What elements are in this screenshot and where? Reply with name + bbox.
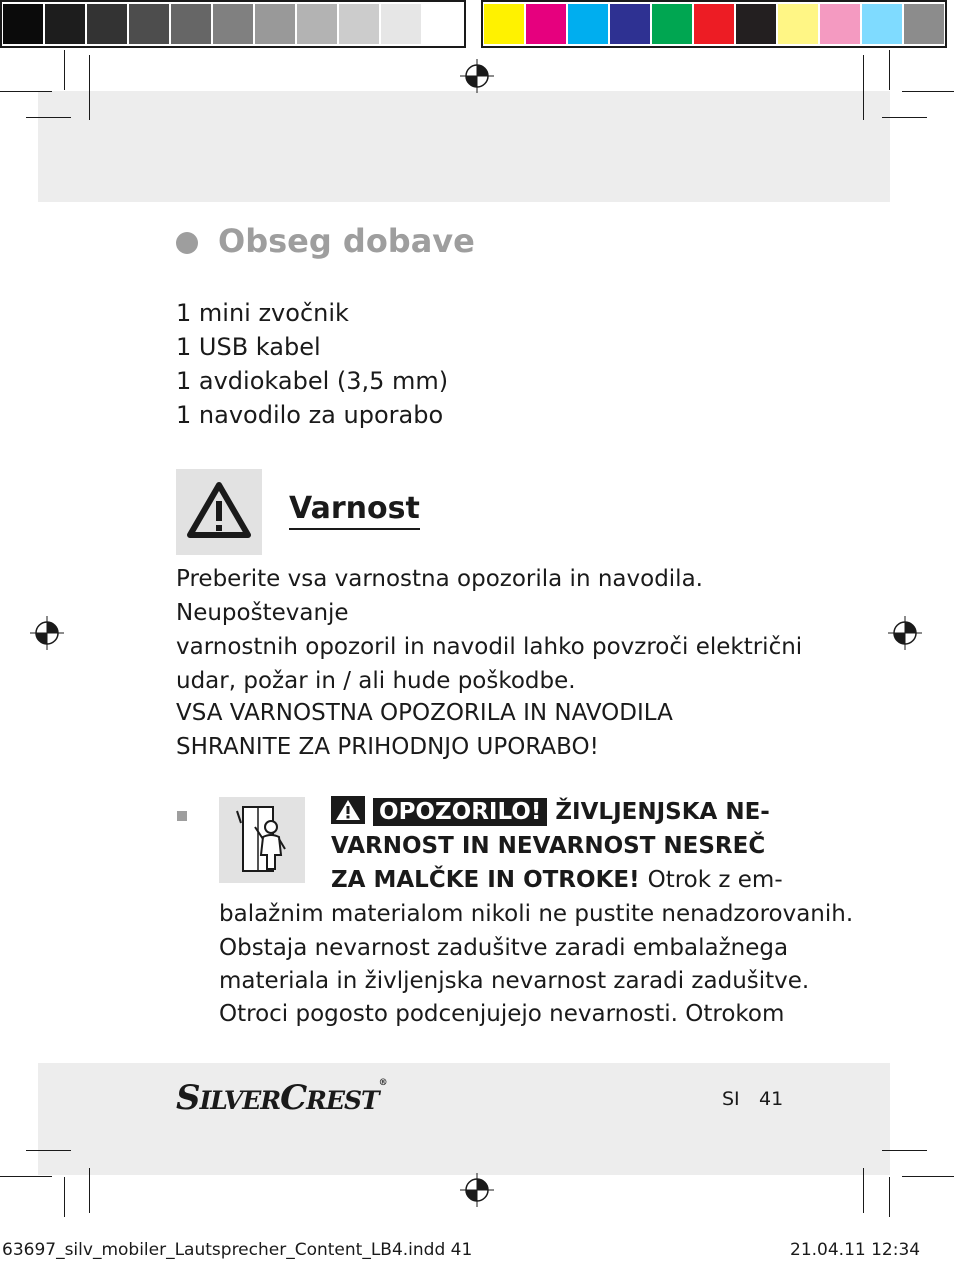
warning-triangle-icon xyxy=(176,469,262,555)
color-swatch xyxy=(297,4,337,44)
slug-date-time: 21.04.11 12:34 xyxy=(790,1240,921,1260)
crop-mark xyxy=(0,91,52,92)
color-swatch xyxy=(213,4,253,44)
warning-label: OPOZORILO! xyxy=(373,798,547,826)
color-swatch xyxy=(568,4,608,44)
registration-mark-icon xyxy=(460,59,494,93)
logo-letters: ILVER xyxy=(199,1086,281,1115)
color-swatch xyxy=(171,4,211,44)
color-swatch xyxy=(484,4,524,44)
list-item: 1 USB kabel xyxy=(176,333,321,361)
logo-letters: REST xyxy=(306,1086,379,1115)
color-swatch xyxy=(694,4,734,44)
warning-heading-line xyxy=(331,795,770,829)
crop-mark xyxy=(26,1150,71,1151)
warning-symbol-box xyxy=(176,469,262,555)
child-hazard-symbol-box xyxy=(219,797,305,883)
safety-keep-notice xyxy=(176,696,673,764)
color-swatch xyxy=(45,4,85,44)
logo-letter: C xyxy=(280,1078,307,1118)
slug-file-name: 63697_silv_mobiler_Lautsprecher_Content_LB4.indd 41 xyxy=(2,1240,473,1260)
warning-body-line: balažnim materialom nikoli ne pustite nenadzorovanih. xyxy=(219,901,854,927)
text-line: SHRANITE ZA PRIHODNJO UPORABO! xyxy=(176,734,599,760)
safety-intro xyxy=(176,562,816,698)
brand-logo xyxy=(176,1078,387,1118)
text-line: varnostnih opozoril in navodil lahko povzroči električni xyxy=(176,634,803,660)
page-number: 41 xyxy=(759,1088,784,1110)
warning-heading-text: ŽIVLJENJSKA NE- xyxy=(555,799,770,825)
crop-mark xyxy=(0,1176,52,1177)
crop-mark xyxy=(902,1176,954,1177)
color-swatch xyxy=(820,4,860,44)
crop-mark xyxy=(863,1168,864,1213)
color-swatch xyxy=(736,4,776,44)
logo-letter: S xyxy=(176,1078,200,1118)
color-swatch xyxy=(526,4,566,44)
color-swatch xyxy=(381,4,421,44)
process-color-bar xyxy=(481,0,947,48)
crop-mark xyxy=(64,50,65,90)
color-swatch xyxy=(778,4,818,44)
text-line: VSA VARNOSTNA OPOZORILA IN NAVODILA xyxy=(176,700,673,726)
child-hazard-icon xyxy=(219,797,305,883)
supply-list xyxy=(176,296,448,432)
crop-mark xyxy=(889,1177,890,1217)
warning-body-line: Obstaja nevarnost zadušitve zaradi embalažnega xyxy=(219,935,789,961)
bullet-square-icon xyxy=(177,811,187,821)
language-code: SI xyxy=(722,1088,740,1110)
crop-mark xyxy=(889,50,890,90)
color-swatch xyxy=(652,4,692,44)
text-line: Preberite vsa varnostna opozorila in navodila. Neupoštevanje xyxy=(176,566,703,626)
warning-body-text: Otrok z em- xyxy=(647,867,783,893)
warning-triangle-icon xyxy=(331,796,365,824)
crop-mark xyxy=(89,1168,90,1213)
crop-mark xyxy=(902,91,954,92)
crop-mark xyxy=(882,1150,927,1151)
color-swatch xyxy=(87,4,127,44)
color-swatch xyxy=(3,4,43,44)
section-title-safety: Varnost xyxy=(289,490,420,530)
list-item: 1 navodilo za uporabo xyxy=(176,401,444,429)
list-item: 1 avdiokabel (3,5 mm) xyxy=(176,367,449,395)
crop-mark xyxy=(64,1177,65,1217)
crop-mark xyxy=(882,117,927,118)
crop-mark xyxy=(863,55,864,120)
warning-heading-text: VARNOST IN NEVARNOST NESREČ xyxy=(331,833,766,859)
color-swatch xyxy=(862,4,902,44)
registered-mark: ® xyxy=(378,1078,387,1088)
registration-mark-icon xyxy=(30,616,64,650)
warning-heading-line xyxy=(331,863,783,897)
color-swatch xyxy=(610,4,650,44)
section-title-supply: Obseg dobave xyxy=(218,222,475,260)
warning-heading-text: ZA MALČKE IN OTROKE! xyxy=(331,867,640,893)
registration-mark-icon xyxy=(888,616,922,650)
text-line: udar, požar in / ali hude poškodbe. xyxy=(176,668,576,694)
warning-body-line: Otroci pogosto podcenjujejo nevarnosti. Otrokom xyxy=(219,1001,785,1027)
section-bullet-icon xyxy=(176,232,198,254)
registration-mark-icon xyxy=(460,1173,494,1207)
color-swatch xyxy=(339,4,379,44)
color-swatch xyxy=(423,4,463,44)
list-item: 1 mini zvočnik xyxy=(176,299,349,327)
warning-heading-line xyxy=(331,829,765,863)
color-swatch xyxy=(255,4,295,44)
color-swatch xyxy=(129,4,169,44)
footer-band xyxy=(38,1063,890,1175)
grayscale-color-bar xyxy=(0,0,466,48)
header-band xyxy=(38,91,890,202)
crop-mark xyxy=(89,55,90,120)
crop-mark xyxy=(26,117,71,118)
warning-body-line: materiala in življenjska nevarnost zaradi zadušitve. xyxy=(219,968,810,994)
color-swatch xyxy=(904,4,944,44)
